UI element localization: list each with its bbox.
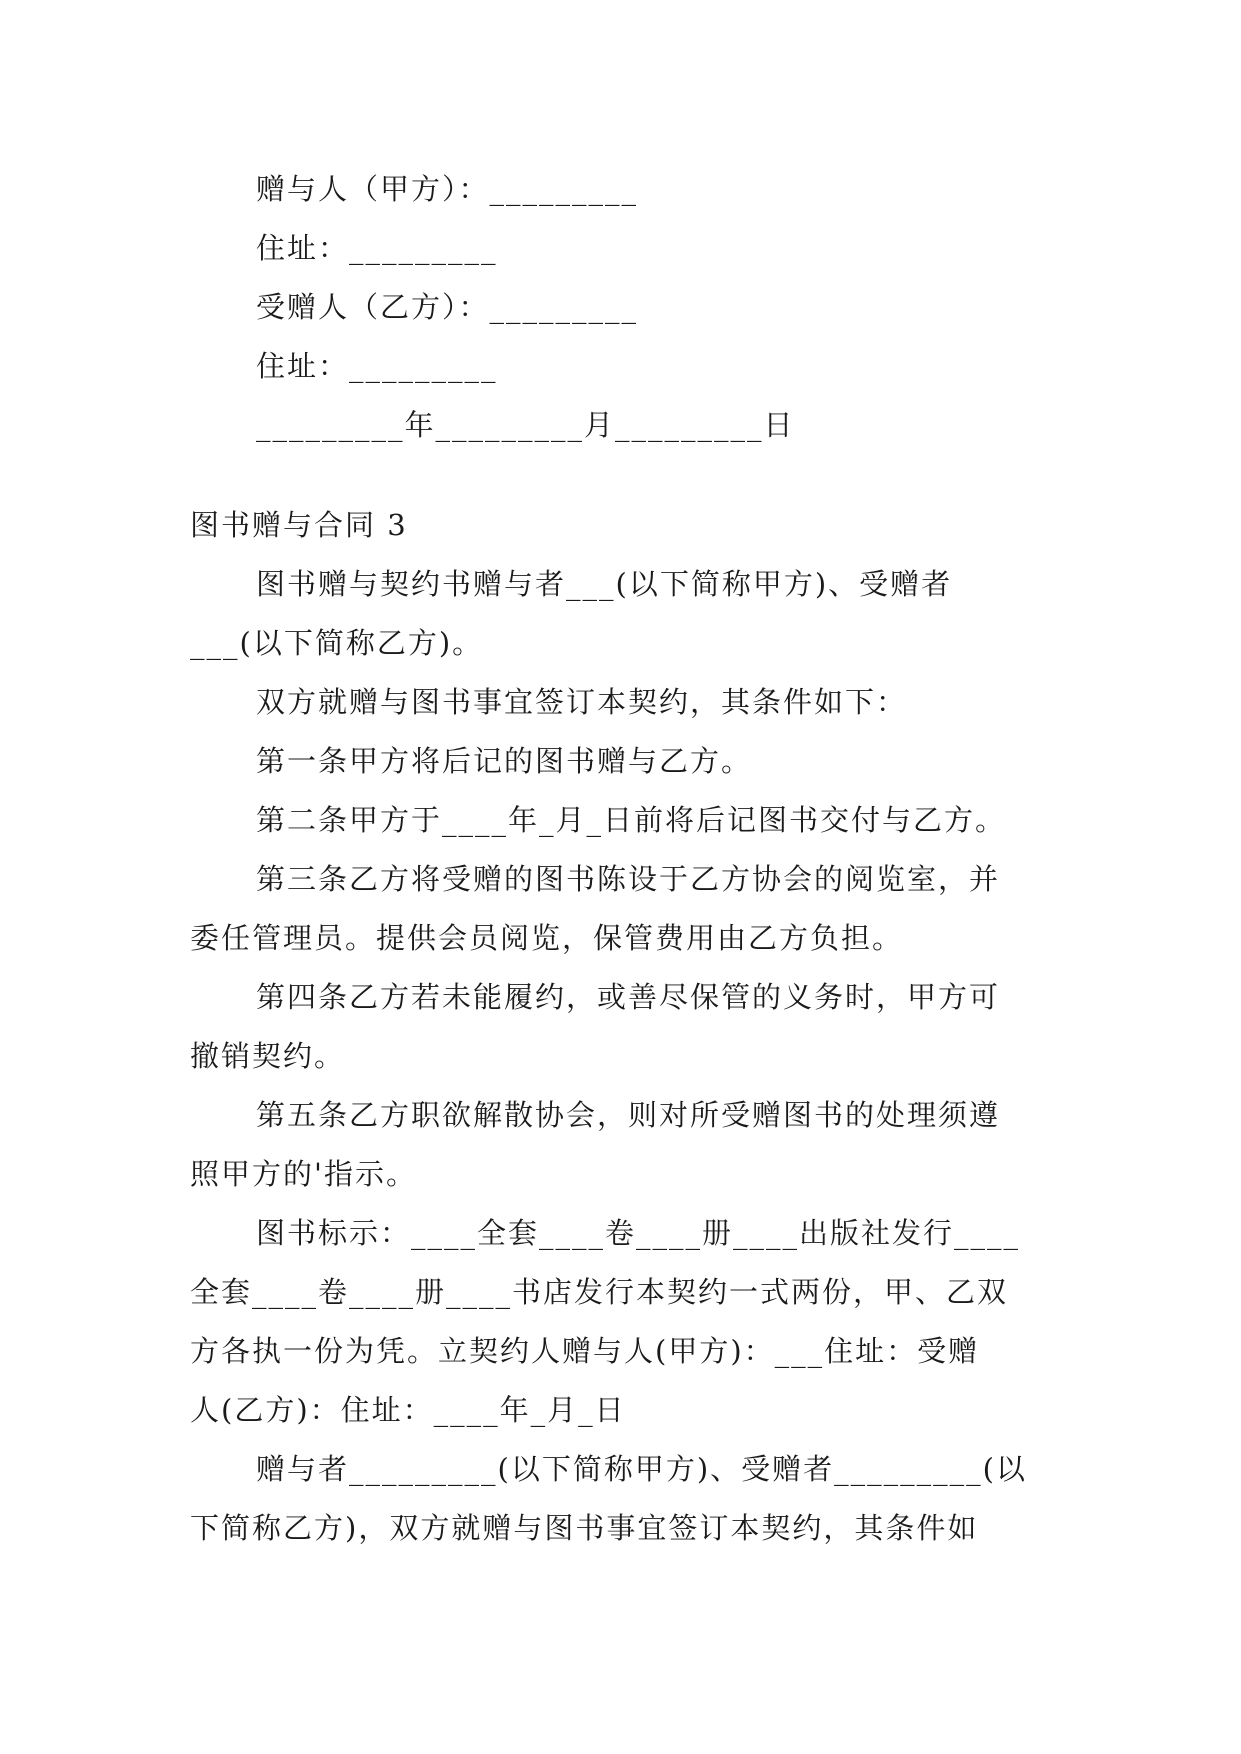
paragraph-line: 撤销契约。 (190, 1039, 346, 1073)
paragraph-line: 全套____卷____册____书店发行本契约一式两份，甲、乙双 (190, 1275, 1009, 1309)
donee-address-line: 住址：_________ (256, 349, 498, 383)
paragraph-line: 照甲方的'指示。 (190, 1157, 417, 1191)
document-body (190, 160, 1050, 1558)
paragraph-line: ___(以下简称乙方)。 (190, 626, 484, 660)
donor-address-line: 住址：_________ (256, 231, 498, 265)
paragraph-line: 图书赠与契约书赠与者___(以下简称甲方)、受赠者 (256, 567, 953, 601)
paragraph-line: 赠与者_________(以下简称甲方)、受赠者_________(以 (256, 1452, 1027, 1486)
date-line: _________年_________月_________日 (256, 408, 795, 442)
paragraph-line: 图书标示：____全套____卷____册____出版社发行____ (256, 1216, 1021, 1250)
paragraph-line: 第一条甲方将后记的图书赠与乙方。 (256, 744, 753, 778)
donee-line: 受赠人（乙方）：_________ (256, 290, 639, 324)
donor-line: 赠与人（甲方）：_________ (256, 172, 639, 206)
paragraph-line: 方各执一份为凭。立契约人赠与人(甲方)：___住址：受赠 (190, 1334, 980, 1368)
paragraph-line: 第四条乙方若未能履约，或善尽保管的义务时，甲方可 (256, 980, 1001, 1014)
paragraph-line: 第二条甲方于____年_月_日前将后记图书交付与乙方。 (256, 803, 1007, 837)
paragraph-line: 双方就赠与图书事宜签订本契约，其条件如下： (256, 685, 908, 719)
paragraph-line: 第五条乙方职欲解散协会，则对所受赠图书的处理须遵 (256, 1098, 1001, 1132)
section-title: 图书赠与合同 3 (190, 508, 408, 542)
paragraph-line: 下简称乙方)，双方就赠与图书事宜签订本契约，其条件如 (190, 1511, 979, 1545)
paragraph-line: 人(乙方)：住址：____年_月_日 (190, 1393, 626, 1427)
paragraph-line: 第三条乙方将受赠的图书陈设于乙方协会的阅览室，并 (256, 862, 1001, 896)
paragraph-line: 委任管理员。提供会员阅览，保管费用由乙方负担。 (190, 921, 904, 955)
